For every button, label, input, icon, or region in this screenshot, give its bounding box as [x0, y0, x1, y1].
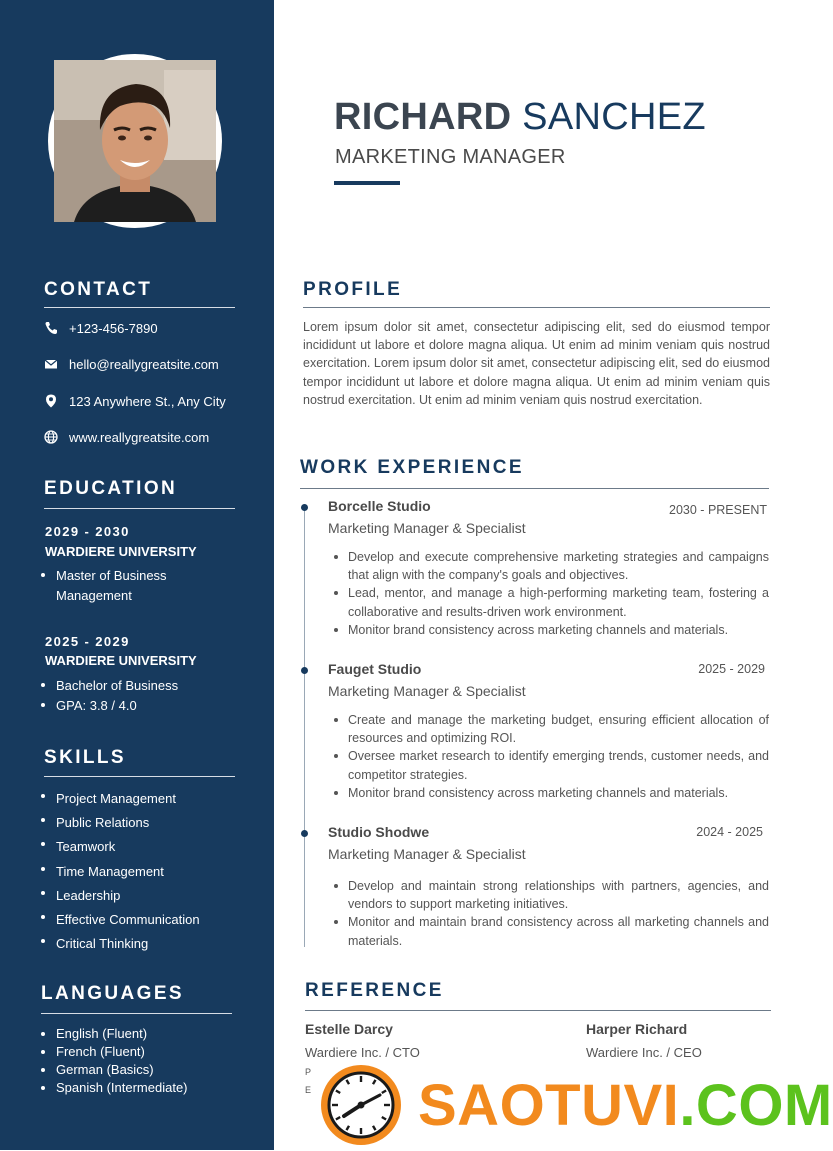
- job-1-role: Marketing Manager & Specialist: [328, 520, 526, 536]
- title-accent-bar: [334, 181, 400, 185]
- education-2-years: 2025 - 2029: [45, 634, 130, 649]
- envelope-icon: [44, 357, 58, 371]
- globe-icon: [44, 430, 58, 444]
- job-bullet: Develop and maintain strong relationships with partners, agencies, and vendors to support marketing initiatives.: [334, 877, 769, 913]
- address-text: 123 Anywhere St., Any City: [69, 393, 226, 409]
- watermark-suffix: .COM: [679, 1073, 833, 1138]
- contact-email[interactable]: [44, 354, 219, 374]
- skills-list: [41, 787, 251, 956]
- work-experience-divider: [300, 488, 769, 489]
- last-name: SANCHEZ: [522, 96, 706, 138]
- timeline-dot: [301, 667, 308, 674]
- skill-item: Time Management: [41, 860, 251, 884]
- phone-icon: [44, 321, 58, 335]
- clock-logo-icon: [320, 1064, 402, 1146]
- language-item: French (Fluent): [41, 1043, 251, 1061]
- education-1-years: 2029 - 2030: [45, 524, 130, 539]
- job-2-role: Marketing Manager & Specialist: [328, 683, 526, 699]
- reference-divider: [305, 1010, 771, 1011]
- skill-item: Effective Communication: [41, 908, 251, 932]
- contact-address[interactable]: [44, 391, 226, 411]
- education-1-degree: Master of Business Management: [41, 566, 191, 606]
- sidebar: [0, 0, 274, 1150]
- education-divider: [44, 508, 235, 509]
- reference-1-partial-line: E: [305, 1085, 312, 1095]
- full-name: [334, 96, 706, 139]
- first-name: RICHARD: [334, 96, 512, 138]
- profile-text: Lorem ipsum dolor sit amet, consectetur adipiscing elit, sed do eiusmod tempor incididunt ut labore et dolore magna aliqua. Ut enim ad minim veniam quis nostrud exercitation. Lorem ipsum dolor sit amet, consectetur adipiscing elit, sed do eiusmod tempor incididunt ut labore et dolore magna aliqua. Ut enim ad minim veniam quis nostrud exercitation. Ut enim ad minim veniam quis nostrud exercitation.: [303, 320, 770, 407]
- phone-text: +123-456-7890: [69, 320, 158, 336]
- timeline-line: [304, 507, 305, 947]
- job-2-bullets: [334, 711, 769, 802]
- contact-website[interactable]: [44, 427, 209, 447]
- reference-1-org: Wardiere Inc. / CTO: [305, 1045, 420, 1060]
- contact-heading: CONTACT: [44, 279, 153, 300]
- job-bullet: Monitor brand consistency across marketing channels and materials.: [334, 784, 769, 802]
- reference-1-partial-line: P: [305, 1067, 312, 1077]
- skill-item: Project Management: [41, 787, 251, 811]
- location-pin-icon: [44, 394, 58, 408]
- education-2-degree: Bachelor of Business: [41, 676, 241, 696]
- skills-divider: [44, 776, 235, 777]
- languages-heading: LANGUAGES: [41, 983, 184, 1004]
- job-bullet: Monitor and maintain brand consistency across all marketing channels and materials.: [334, 913, 769, 949]
- language-item: German (Basics): [41, 1061, 251, 1079]
- education-1-list: [41, 566, 191, 606]
- language-item: Spanish (Intermediate): [41, 1079, 251, 1097]
- timeline-dot: [301, 830, 308, 837]
- job-2-dates: 2025 - 2029: [698, 662, 765, 676]
- reference-heading: REFERENCE: [305, 980, 444, 1001]
- job-1-dates: 2030 - PRESENT: [669, 503, 767, 517]
- job-bullet: Develop and execute comprehensive marketing strategies and campaigns that align with the company's goals and objectives.: [334, 548, 769, 584]
- job-3-dates: 2024 - 2025: [696, 825, 763, 839]
- watermark-brand: SAOTUVI: [418, 1073, 680, 1138]
- skill-item: Public Relations: [41, 811, 251, 835]
- job-3-company: Studio Shodwe: [328, 824, 430, 840]
- reference-2-org: Wardiere Inc. / CEO: [586, 1045, 702, 1060]
- job-1-bullets: [334, 548, 769, 639]
- job-3-bullets: [334, 877, 769, 950]
- profile-photo: [54, 60, 216, 222]
- education-2-gpa: GPA: 3.8 / 4.0: [41, 696, 241, 716]
- skills-heading: SKILLS: [44, 747, 126, 768]
- contact-divider: [44, 307, 235, 308]
- job-title: MARKETING MANAGER: [335, 146, 566, 168]
- portrait-illustration: [54, 60, 216, 222]
- profile-heading: PROFILE: [303, 279, 403, 300]
- skill-item: Leadership: [41, 884, 251, 908]
- language-item: English (Fluent): [41, 1025, 251, 1043]
- contact-phone[interactable]: [44, 318, 158, 338]
- profile-photo-frame: [48, 54, 222, 228]
- work-experience-heading: WORK EXPERIENCE: [300, 457, 524, 478]
- email-text: hello@reallygreatsite.com: [69, 356, 219, 372]
- education-heading: EDUCATION: [44, 478, 178, 499]
- job-bullet: Oversee market research to identify emerging trends, customer needs, and competitor strategies.: [334, 747, 769, 783]
- reference-1-name: Estelle Darcy: [305, 1021, 393, 1037]
- profile-divider: [303, 307, 770, 308]
- education-1-school: WARDIERE UNIVERSITY: [45, 544, 197, 559]
- job-3-role: Marketing Manager & Specialist: [328, 846, 526, 862]
- reference-2-name: Harper Richard: [586, 1021, 688, 1037]
- education-2-school: WARDIERE UNIVERSITY: [45, 653, 197, 668]
- watermark-text: [418, 1073, 833, 1138]
- timeline-dot: [301, 504, 308, 511]
- languages-list: [41, 1025, 251, 1097]
- skill-item: Teamwork: [41, 835, 251, 859]
- languages-divider: [41, 1013, 232, 1014]
- website-text: www.reallygreatsite.com: [69, 429, 210, 445]
- job-bullet: Monitor brand consistency across marketing channels and materials.: [334, 621, 769, 639]
- job-2-company: Fauget Studio: [328, 661, 422, 677]
- skill-item: Critical Thinking: [41, 932, 251, 956]
- job-1-company: Borcelle Studio: [328, 498, 431, 514]
- job-bullet: Lead, mentor, and manage a high-performing marketing team, fostering a collaborative and results-driven work environment.: [334, 584, 769, 620]
- job-bullet: Create and manage the marketing budget, ensuring efficient allocation of resources and optimizing ROI.: [334, 711, 769, 747]
- education-2-list: [41, 676, 241, 716]
